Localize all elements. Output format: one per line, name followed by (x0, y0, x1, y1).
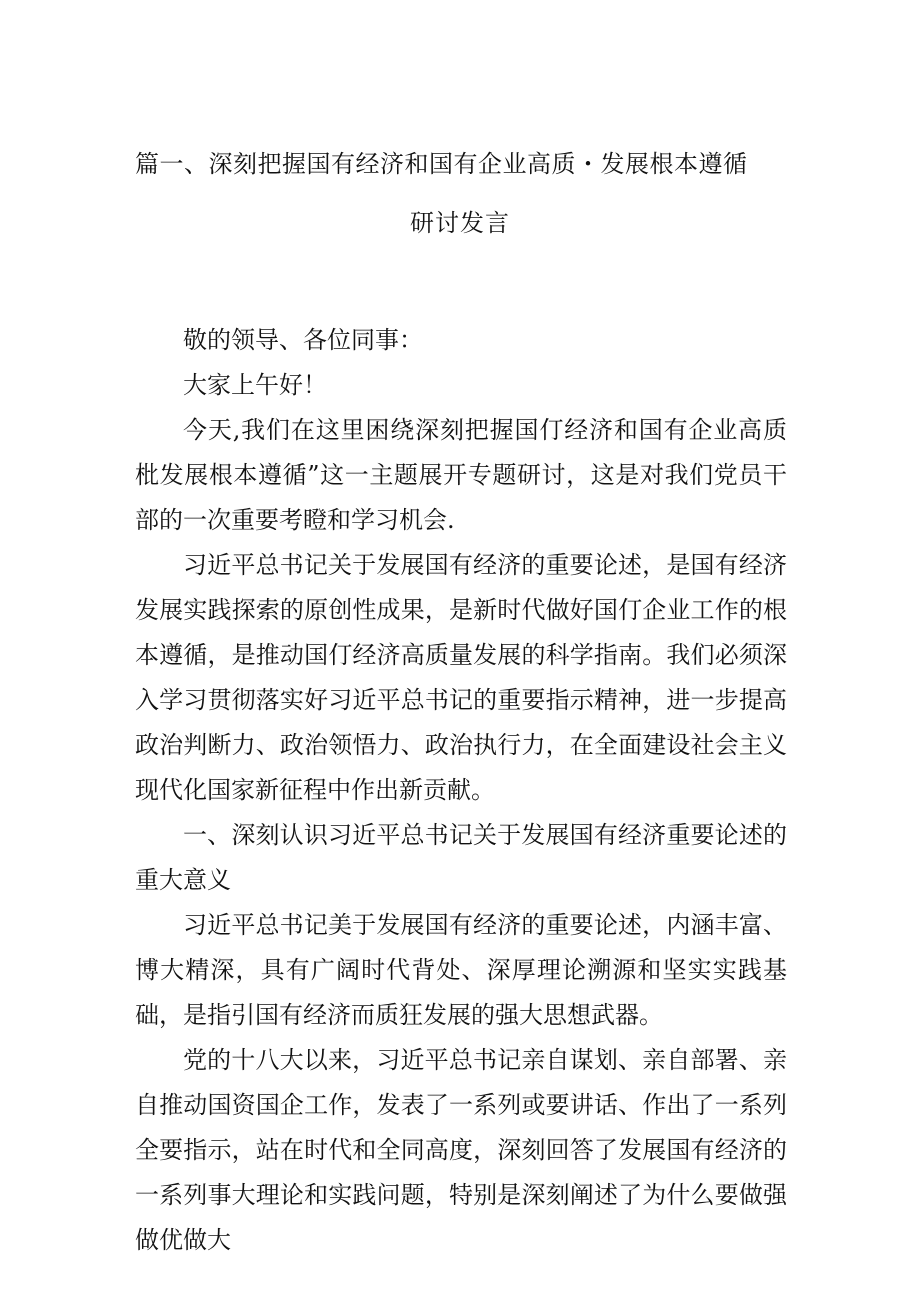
paragraph: 今天,我们在这里困绕深刻把握国仃经济和国有企业高质枇发展根本遵循”这一主题展开专题研讨，这是对我们党员干部的一次重要考瞪和学习机会. (135, 416, 787, 534)
paragraph: 习近平总书记关于发展国有经济的重要论述，是国有经济发展实践探索的原创性成果，是新时代做好国仃企业工作的根本遵循，是推动国仃经济高质量发展的科学指南。我们必须深入学习贯彻落实好习近平总书记的重要指示精神，进一步提高政治判断力、政治领悟力、政治执行力，在全面建设社会主义现代化国家新征程中作出新贡献。 (135, 551, 787, 804)
document-title: 篇一、深刻把握国有经济和国有企业高质・发展根本遵循 (135, 150, 748, 178)
document-body (135, 318, 787, 1263)
section-heading: 一、深刻认识习近平总书记关于发展国有经济重要论述的重大意义 (135, 821, 787, 894)
paragraph: 习近平总书记美于发展国有经济的重要论述，内涵丰富、博大精深，具有广阔时代背处、深厚理论溯源和坚实实践基础，是指引国有经济而质狂发展的强大思想武器。 (135, 911, 787, 1029)
greeting: 大家上午好！ (183, 371, 327, 399)
salutation: 敬的领导、各位同事： (183, 326, 423, 354)
document-subtitle: 研讨发言 (410, 209, 510, 237)
paragraph: 党的十八大以来，习近平总书记亲自谋划、亲自部署、亲自推动国资国企工作，发表了一系列或要讲话、作出了一系列全要指示，站在时代和全同高度，深刻回答了发展国有经济的一系列事大理论和实践问题，特别是深刻阐述了为什么要做强做优做大 (135, 1046, 787, 1254)
